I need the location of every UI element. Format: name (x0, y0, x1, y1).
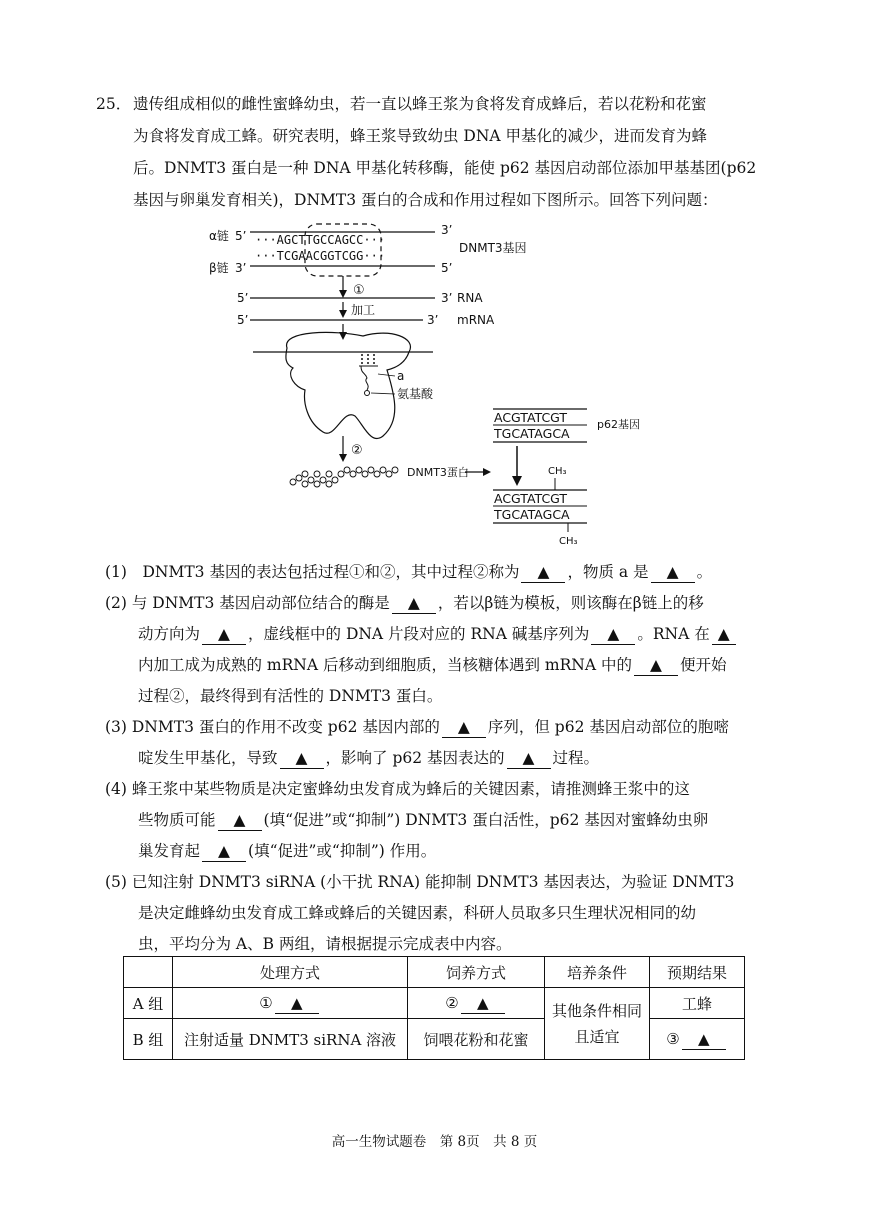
rna-5-end: 5’ (237, 291, 249, 305)
p62-methyl-top-strand: ACGTATCGT (494, 491, 568, 506)
group-b-label: B 组 (124, 1019, 173, 1060)
group-b-treatment: 注射适量 DNMT3 siRNA 溶液 (173, 1019, 408, 1060)
answer-blank[interactable]: ▲ (275, 993, 319, 1014)
q4-line-2: 些物质可能 ▲ (填“促进”或“抑制”) DNMT3 蛋白活性，p62 基因对蜜蜂幼虫卵 (138, 811, 709, 829)
group-b-feeding: 饲喂花粉和花蜜 (408, 1019, 545, 1060)
table-row (124, 988, 745, 1019)
intro-line-1: 遗传组成相似的雌性蜜蜂幼虫，若一直以蜂王浆为食将发育成蜂后，若以花粉和花蜜 (133, 95, 707, 113)
answer-blank[interactable]: ▲ (202, 624, 246, 645)
mrna-label: mRNA (457, 313, 495, 327)
answer-blank[interactable]: ▲ (591, 624, 635, 645)
intro-line-3: 后。DNMT3 蛋白是一种 DNA 甲基化转移酶，能使 p62 基因启动部位添加甲基基团(p62 (133, 159, 757, 177)
gene-label: DNMT3基因 (459, 241, 527, 255)
table-header: 培养条件 (545, 957, 650, 988)
protein-label: DNMT3蛋白 (407, 466, 469, 479)
a-label: a (397, 369, 405, 383)
group-b-result: ③ ▲ (650, 1019, 745, 1060)
dnmt3-diagram (195, 218, 665, 553)
intro-line-2: 为食将发育成工蜂。研究表明，蜂王浆导致幼虫 DNA 甲基化的减少，进而发育为蜂 (133, 127, 708, 145)
q2-line-4: 过程②，最终得到有活性的 DNMT3 蛋白。 (138, 687, 443, 705)
answer-blank[interactable]: ▲ (682, 1029, 726, 1050)
table-header-row (124, 957, 745, 988)
beta-3-end: 3’ (235, 261, 247, 275)
page-footer: 高一生物试题卷 第 8页 共 8 页 (331, 1134, 538, 1150)
rna-3-end: 3’ (441, 291, 453, 305)
group-a-treatment: ① ▲ (173, 988, 408, 1019)
rna-label: RNA (457, 291, 483, 305)
q2-line-2: 动方向为 ▲ ，虚线框中的 DNA 片段对应的 RNA 碱基序列为 ▲ 。RNA 在 ▲ (138, 619, 738, 649)
alpha-5-end: 5’ (235, 229, 247, 243)
mrna-5-end: 5’ (237, 313, 249, 327)
p62-top-strand: ACGTATCGT (494, 410, 568, 425)
q5-line-2: 是决定雌蜂幼虫发育成工蜂或蜂后的关键因素，科研人员取多只生理状况相同的幼 (138, 904, 697, 922)
p62-methyl-bottom-strand: TGCATAGCA (494, 507, 570, 522)
group-a-result: 工蜂 (650, 988, 745, 1019)
experiment-table (123, 956, 745, 1060)
beta-sequence: ···TCGAACGGTCGG··· (255, 249, 386, 263)
methyl-bottom: CH₃ (559, 536, 578, 547)
answer-blank[interactable]: ▲ (712, 624, 736, 645)
table-header: 预期结果 (650, 957, 745, 988)
alpha-label: α链 (209, 229, 229, 243)
mrna-3-end: 3’ (427, 313, 439, 327)
answer-blank[interactable]: ▲ (442, 717, 486, 738)
q5-line-1: (5) 已知注射 DNMT3 siRNA (小干扰 RNA) 能抑制 DNMT3 基因表达，为验证 DNMT3 (105, 873, 735, 891)
answer-blank[interactable]: ▲ (280, 748, 324, 769)
q2-line-1: (2) 与 DNMT3 基因启动部位结合的酶是 ▲ ，若以β链为模板，则该酶在β链上的移 (105, 594, 704, 612)
process-label: 加工 (351, 303, 376, 317)
q1-line: (1) DNMT3 基因的表达包括过程①和②，其中过程②称为 ▲ ，物质 a 是 ▲ 。 (105, 563, 713, 581)
q4-line-1: (4) 蜂王浆中某些物质是决定蜜蜂幼虫发育成为蜂后的关键因素，请推测蜂王浆中的这 (105, 780, 690, 798)
answer-blank[interactable]: ▲ (392, 593, 436, 614)
p62-label: p62基因 (597, 418, 640, 431)
question-number: 25． (96, 95, 132, 113)
answer-blank[interactable]: ▲ (218, 810, 262, 831)
table-header (124, 957, 173, 988)
ribosome-shape (286, 332, 411, 438)
answer-blank[interactable]: ▲ (634, 655, 678, 676)
step-1-label: ① (353, 283, 365, 298)
alpha-sequence: ···AGCTTGCCAGCC··· (255, 233, 386, 247)
answer-blank[interactable]: ▲ (202, 841, 246, 862)
answer-blank[interactable]: ▲ (521, 562, 565, 583)
culture-condition: 其他条件相同且适宜 (545, 988, 650, 1060)
intro-line-4: 基因与卵巢发育相关)，DNMT3 蛋白的合成和作用过程如下图所示。回答下列问题： (133, 191, 718, 209)
table-header: 饲养方式 (408, 957, 545, 988)
q3-line-2: 啶发生甲基化，导致 ▲ ，影响了 p62 基因表达的 ▲ 过程。 (138, 749, 600, 767)
table-row (124, 1019, 745, 1060)
amino-acid-label: 氨基酸 (397, 387, 434, 401)
group-a-label: A 组 (124, 988, 173, 1019)
q2-line-3: 内加工成为成熟的 mRNA 后移动到细胞质，当核糖体遇到 mRNA 中的 ▲ 便开始 (138, 656, 727, 674)
answer-blank[interactable]: ▲ (651, 562, 695, 583)
step-2-label: ② (351, 443, 363, 458)
beta-label: β链 (209, 261, 229, 275)
alpha-3-end: 3’ (441, 223, 453, 237)
answer-blank[interactable]: ▲ (507, 748, 551, 769)
group-a-feeding: ② ▲ (408, 988, 545, 1019)
polypeptide-chain (290, 467, 398, 487)
beta-5-end: 5’ (441, 261, 453, 275)
q4-line-3: 巢发育起 ▲ (填“促进”或“抑制”) 作用。 (138, 842, 437, 860)
answer-blank[interactable]: ▲ (461, 993, 505, 1014)
table-header: 处理方式 (173, 957, 408, 988)
q3-line-1: (3) DNMT3 蛋白的作用不改变 p62 基因内部的 ▲ 序列，但 p62 基因启动部位的胞嘧 (105, 718, 729, 736)
p62-bottom-strand: TGCATAGCA (494, 426, 570, 441)
q5-line-3: 虫，平均分为 A、B 两组，请根据提示完成表中内容。 (138, 935, 512, 953)
methyl-top: CH₃ (548, 466, 567, 477)
